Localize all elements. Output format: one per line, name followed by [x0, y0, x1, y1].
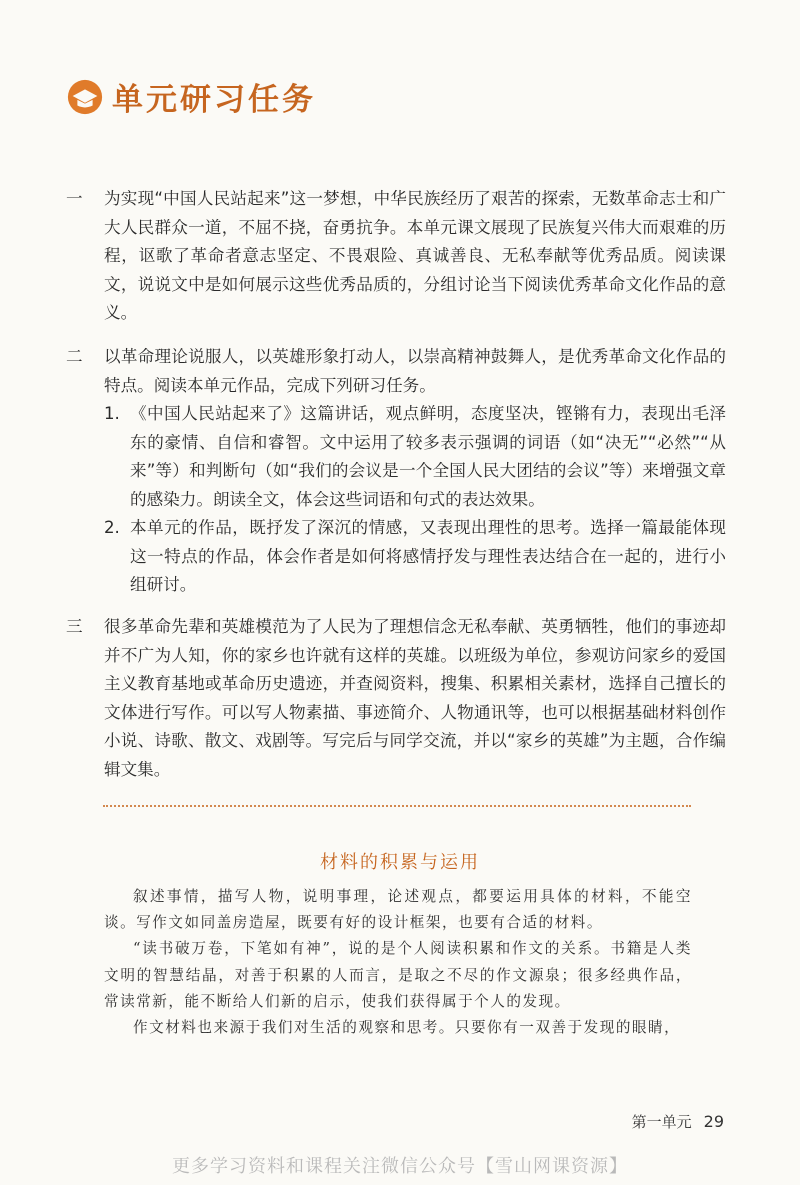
- subtask-2: [104, 514, 726, 600]
- section-title: 材料的积累与运用: [320, 852, 480, 873]
- page-header: [66, 74, 316, 119]
- paragraph: “读书破万卷，下笔如有神”，说的是个人阅读积累和作文的关系。书籍是人类文明的智慧结晶，对善于积累的人而言，是取之不尽的作文源泉；很多经典作品，常读常新，能不断给人们新的启示，使我们获得属于个人的发现。: [104, 940, 692, 1010]
- section-article: [104, 884, 692, 1041]
- task-text: 为实现“中国人民站起来”这一梦想，中华民族经历了艰苦的探索，无数革命志士和广大人民群众一道，不屈不挠，奋勇抗争。本单元课文展现了民族复兴伟大而艰难的历程，讴歌了革命者意志坚定、不畏艰险、真诚善良、无私奉献等优秀品质。阅读课文，说说文中是如何展示这些优秀品质的，分组讨论当下阅读优秀革命文化作品的意义。: [104, 189, 726, 322]
- dotted-divider: [103, 805, 691, 807]
- task-number: 一: [66, 189, 83, 208]
- page-number: 29: [703, 1112, 724, 1131]
- task-text: 以革命理论说服人，以英雄形象打动人，以崇高精神鼓舞人，是优秀革命文化作品的特点。阅读本单元作品，完成下列研习任务。: [104, 347, 726, 395]
- task-1: [66, 185, 726, 328]
- task-number: 二: [66, 347, 83, 366]
- page-footer: [632, 1111, 724, 1132]
- subtask-number: 2.: [104, 518, 120, 537]
- paragraph: 叙述事情，描写人物，说明事理，论述观点，都要运用具体的材料，不能空谈。写作文如同盖房造屋，既要有好的设计框架，也要有合适的材料。: [104, 888, 692, 932]
- subtask-1: [104, 400, 726, 514]
- subtask-text: 《中国人民站起来了》这篇讲话，观点鲜明，态度坚决，铿锵有力，表现出毛泽东的豪情、自信和睿智。文中运用了较多表示强调的词语（如“决无”“必然”“从来”等）和判断句（如“我们的会议是一个全国人民大团结的会议”等）来增强文章的感染力。朗读全文，体会这些词语和句式的表达效果。: [130, 404, 726, 509]
- subtask-number: 1.: [104, 404, 120, 423]
- task-text: 很多革命先辈和英雄模范为了人民为了理想信念无私奉献、英勇牺牲，他们的事迹却并不广为人知，你的家乡也许就有这样的英雄。以班级为单位，参观访问家乡的爱国主义教育基地或革命历史遗迹，并查阅资料，搜集、积累相关素材，选择自己擅长的文体进行写作。可以写人物素描、事迹简介、人物通讯等，也可以根据基础材料创作小说、诗歌、散文、戏剧等。写完后与同学交流，并以“家乡的英雄”为主题，合作编辑文集。: [104, 617, 726, 779]
- task-3: [66, 613, 726, 784]
- page-title: 单元研习任务: [112, 82, 316, 118]
- hat-icon: [66, 78, 104, 116]
- task-2: [66, 343, 726, 600]
- paragraph: 作文材料也来源于我们对生活的观察和思考。只要你有一双善于发现的眼睛，: [133, 1019, 681, 1037]
- subtask-text: 本单元的作品，既抒发了深沉的情感，又表现出理性的思考。选择一篇最能体现这一特点的作品，体会作者是如何将感情抒发与理性表达结合在一起的，进行小组研讨。: [130, 518, 726, 594]
- watermark: 更多学习资料和课程关注微信公众号【雪山网课资源】: [172, 1156, 628, 1177]
- task-number: 三: [66, 617, 83, 636]
- unit-label: 第一单元: [631, 1113, 692, 1131]
